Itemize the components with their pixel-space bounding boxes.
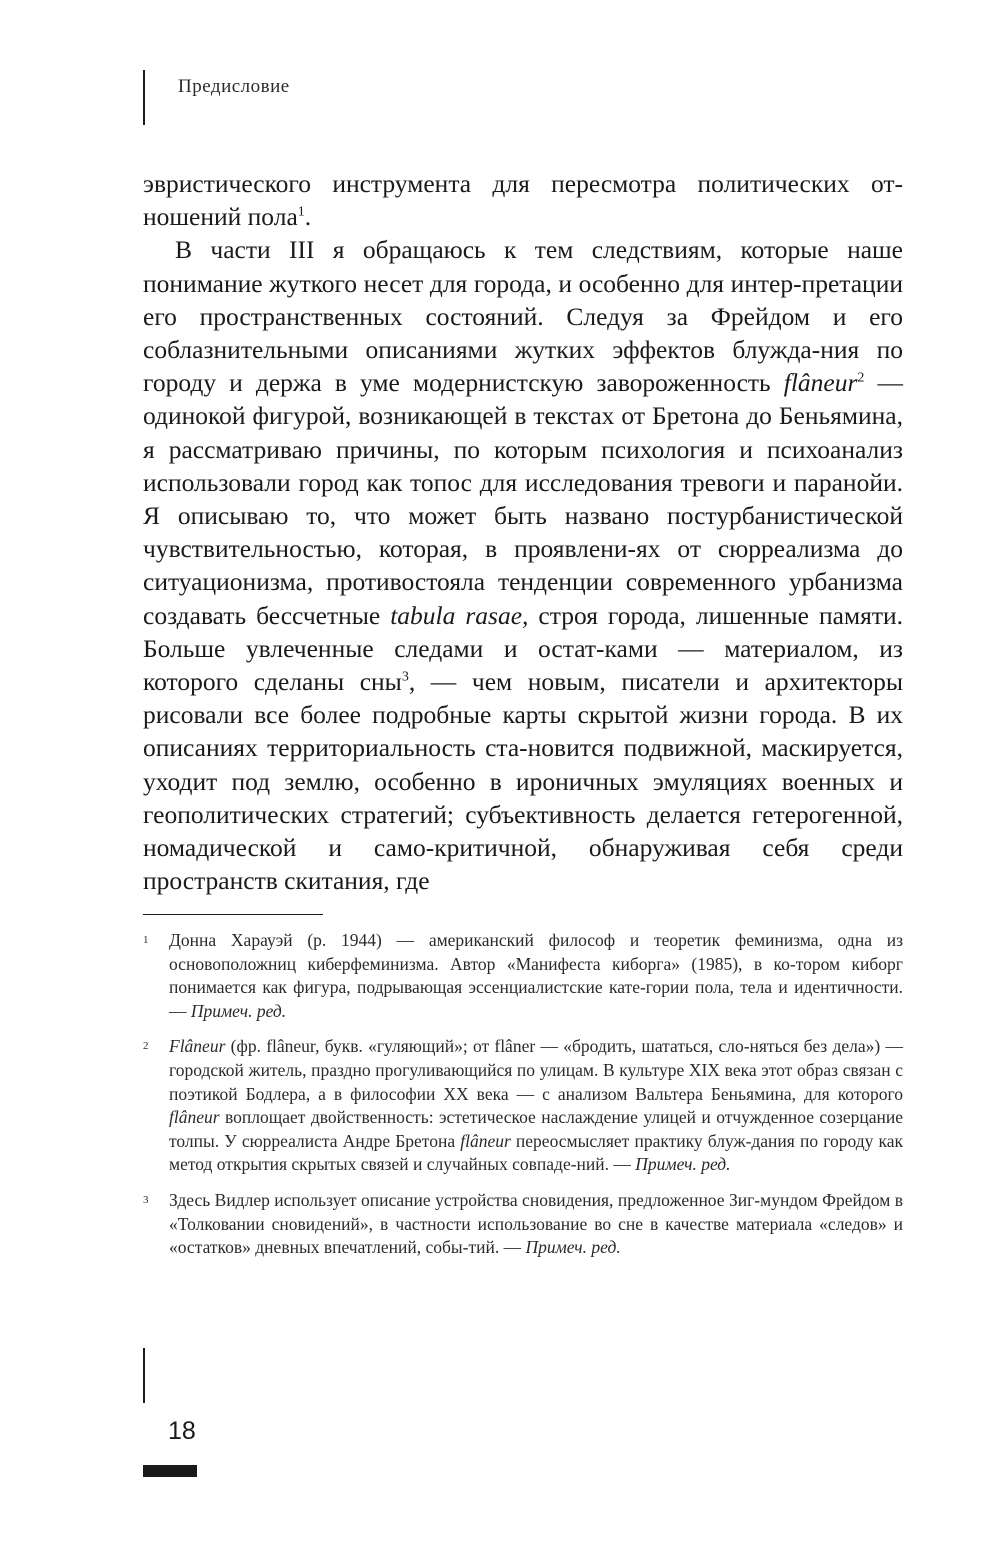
- paragraph-2: [143, 233, 903, 897]
- paragraph-1-tail: .: [304, 202, 312, 232]
- footnote-ref-3[interactable]: 3: [401, 669, 409, 685]
- footnote-text: воплощает двойственность: эстетическое наслаждение улицей и отчужденное созерцание толпы. У сюрреалиста Андре Бретона: [169, 1107, 903, 1151]
- footer-vertical-rule: [143, 1348, 145, 1403]
- page-number: 18: [168, 1417, 196, 1445]
- footnote-number: 2: [143, 1040, 149, 1053]
- footnote-number: 3: [143, 1193, 149, 1206]
- flaneur-term: flâneur: [783, 368, 858, 398]
- footnote-1: [143, 929, 903, 1023]
- footnotes: [143, 929, 903, 1272]
- footnote-text: переосмысляет практику блуж-дания по городу как метод открытия скрытых связей и случайных совпаде-ний. —: [169, 1130, 903, 1175]
- editor-note: Примеч. ред.: [190, 1000, 287, 1021]
- paragraph-1: [143, 167, 903, 233]
- flaneur-term: flâneur: [460, 1130, 511, 1151]
- footnote-text: Здесь Видлер использует описание устройства сновидения, предложенное Зиг-мундом Фрейдом в «Толковании сновидений», в частности использование во сне в качестве материала «следов» и «остатков» дневных впечатлений, собы-тий. —: [169, 1189, 903, 1258]
- header-vertical-rule: [143, 70, 145, 125]
- footnote-2: [143, 1035, 903, 1177]
- tabula-rasae-term: tabula rasae,: [390, 600, 529, 630]
- footnote-ref-1[interactable]: 1: [297, 204, 305, 220]
- flaneur-term: flâneur: [169, 1107, 220, 1128]
- body-text: [143, 167, 903, 897]
- editor-note: Примеч. ред.: [635, 1154, 731, 1175]
- paragraph-2-part3: строя города, лишенные памяти. Больше увлеченные следами и остат-ками — материалом, из которого сделаны сны: [143, 600, 903, 697]
- footnote-text: Донна Харауэй (р. 1944) — американский философ и теоретик феминизма, одна из основоположниц киберфеминизма. Автор «Манифеста киборга» (1985), в ко-тором киборг понимается как фигура, подрывающая эссенциалистские кате-гории пола, тела и идентичности. —: [169, 930, 903, 1021]
- paragraph-2-part1: В части III я обращаюсь к тем следствиям, которые наше понимание жуткого несет для города, и особенно для интер-претации его пространственных состояний. Следуя за Фрейдом и его соблазнительными описаниями жутких эффектов блужда-ния по городу и держа в уме модернистскую завороженность: [143, 235, 903, 398]
- footnote-text: (фр. flâneur, букв. «гуляющий»; от flâner — «бродить, шататься, сло-няться без дела») — городской житель, праздно прогуливающийся по улицам. В культуре XIX века этот образ связан с поэтикой Бодлера, а в философии XX века — с анализом Вальтера Беньямина, для которого: [169, 1036, 903, 1104]
- editor-note: Примеч. ред.: [525, 1237, 621, 1258]
- footnote-number: 1: [143, 934, 149, 946]
- paragraph-2-part2: — одинокой фигурой, возникающей в текстах от Бретона до Беньямина, я рассматриваю причины, по которым психология и психоанализ использовали город как топос для исследования тревоги и паранойи. Я описываю то, что может быть названо постурбанистической чувствительностью, которая, в проявлени-ях от сюрреализма до ситуационизма, противостояла тенденции современного урбанизма создавать бессчетные: [143, 368, 904, 630]
- paragraph-2-part4: , — чем новым, писатели и архитекторы рисовали все более подробные карты скрытой жизни города. В их описаниях территориальность ста-новится подвижной, маскируется, уходит под землю, особенно в ироничных эмуляциях военных и геополитических стратегий; субъективность делается гетерогенной, номадической и само-критичной, обнаруживая себя среди пространств скитания, где: [143, 667, 904, 896]
- footnote-3: [143, 1189, 903, 1260]
- footnote-separator: [143, 914, 323, 915]
- paragraph-1-text: эвристического инструмента для пересмотра политических от-ношений пола: [143, 169, 903, 232]
- footnote-ref-2[interactable]: 2: [857, 370, 865, 386]
- running-head: Предисловие: [178, 76, 290, 97]
- page-marker-bar: [143, 1465, 197, 1477]
- footnote-lead-term: Flâneur: [169, 1036, 226, 1057]
